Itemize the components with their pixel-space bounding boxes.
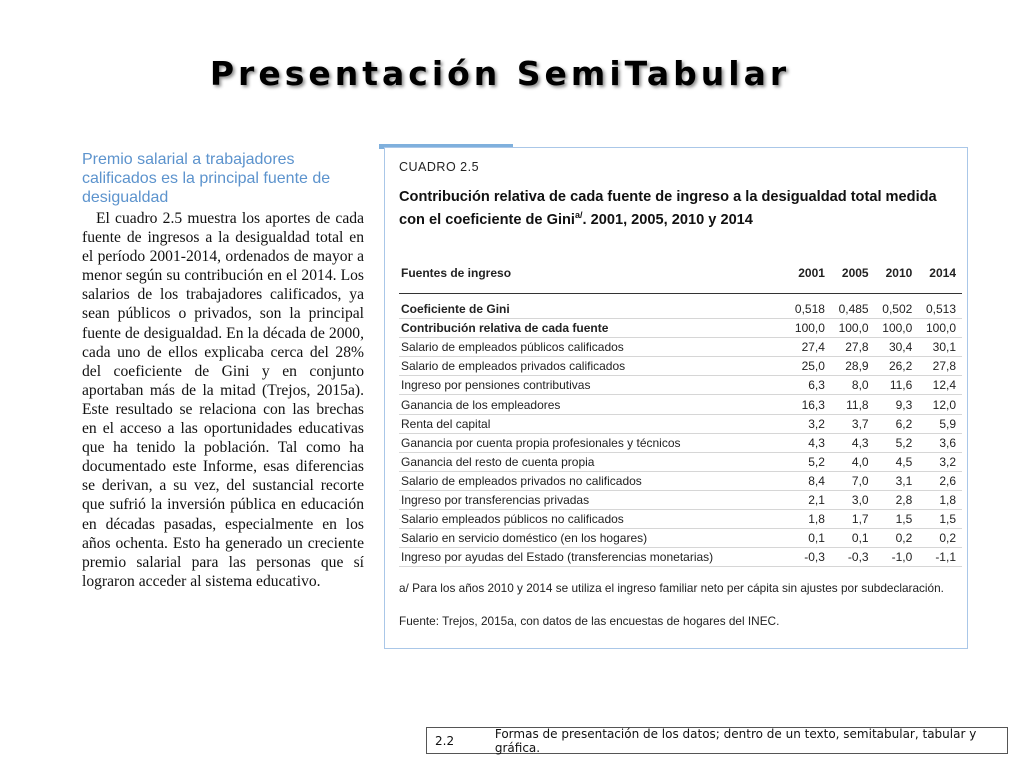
cell-2014: 1,5	[918, 510, 962, 529]
cell-2010: 6,2	[875, 414, 919, 433]
cell-2010: 5,2	[875, 433, 919, 452]
header-2014: 2014	[918, 253, 962, 294]
row-label: Coeficiente de Gini	[399, 300, 787, 319]
table-box	[384, 147, 968, 649]
cell-2001: 6,3	[787, 376, 831, 395]
section-heading: Premio salarial a trabajadores calificados es la principal fuente de desigualdad	[82, 151, 331, 206]
cell-2010: 1,5	[875, 510, 919, 529]
table-row	[399, 471, 962, 490]
cell-2005: 0,485	[831, 300, 875, 319]
cell-2001: 0,518	[787, 300, 831, 319]
cell-2005: 4,0	[831, 452, 875, 471]
cell-2010: 100,0	[875, 319, 919, 338]
table-row	[399, 529, 962, 548]
row-label: Salario de empleados privados calificados	[399, 357, 787, 376]
cell-2014: 100,0	[918, 319, 962, 338]
cell-2014: 0,2	[918, 529, 962, 548]
table-title-years: . 2001, 2005, 2010 y 2014	[582, 211, 753, 228]
summary-row	[399, 300, 962, 319]
cell-2010: 11,6	[875, 376, 919, 395]
row-label: Salario empleados públicos no calificados	[399, 510, 787, 529]
row-label: Salario en servicio doméstico (en los hogares)	[399, 529, 787, 548]
cell-2010: 26,2	[875, 357, 919, 376]
cell-2001: 16,3	[787, 395, 831, 414]
cell-2010: 0,502	[875, 300, 919, 319]
table-body	[399, 294, 962, 567]
row-label: Ingreso por ayudas del Estado (transferencias monetarias)	[399, 548, 787, 567]
cell-2001: 2,1	[787, 490, 831, 509]
cell-2014: 30,1	[918, 338, 962, 357]
cell-2001: 3,2	[787, 414, 831, 433]
table-title-footnote-mark: a/	[574, 210, 583, 220]
cell-2005: 28,9	[831, 357, 875, 376]
row-label: Salario de empleados privados no calificados	[399, 471, 787, 490]
cell-2014: 5,9	[918, 414, 962, 433]
table-row	[399, 414, 962, 433]
row-label: Renta del capital	[399, 414, 787, 433]
row-label: Ganancia por cuenta propia profesionales y técnicos	[399, 433, 787, 452]
cell-2014: 1,8	[918, 490, 962, 509]
cell-2014: 12,4	[918, 376, 962, 395]
table-row	[399, 395, 962, 414]
row-label: Ingreso por transferencias privadas	[399, 490, 787, 509]
row-label: Ingreso por pensiones contributivas	[399, 376, 787, 395]
cell-2010: 2,8	[875, 490, 919, 509]
row-label: Ganancia del resto de cuenta propia	[399, 452, 787, 471]
table-row	[399, 452, 962, 471]
cell-2005: 1,7	[831, 510, 875, 529]
table-title	[399, 188, 959, 229]
body-paragraph: El cuadro 2.5 muestra los aportes de cada fuente de ingresos a la desigualdad total en el período 2001-2014, ordenados de mayor a menor según su contribución en el 2014. Los salarios de los trabajadores calificados, ya sean públicos o privados, son la principal fuente de desigualdad. En la década de 2000, cada uno de ellos explicaba cerca del 28% del coeficiente de Gini y en conjunto aportaban más de la mitad (Trejos, 2015a). Este resultado se relaciona con las brechas en el acceso a las oportunidades educativas que ha tenido la población. Tal como ha documentado este Informe, esas diferencias se derivan, a su vez, del sustancial recorte que sufrió la inversión pública en educación en décadas pasadas, especialmente en los años ochenta. Esto ha generado un creciente premio salarial para las personas que sí lograron acceder al sistema educativo.	[82, 210, 364, 590]
cell-2005: 3,7	[831, 414, 875, 433]
cell-2005: -0,3	[831, 548, 875, 567]
cell-2014: 3,2	[918, 452, 962, 471]
cell-2001: 0,1	[787, 529, 831, 548]
cell-2005: 11,8	[831, 395, 875, 414]
cell-2010: 4,5	[875, 452, 919, 471]
cell-2005: 0,1	[831, 529, 875, 548]
table-row	[399, 510, 962, 529]
cell-2005: 3,0	[831, 490, 875, 509]
cell-2005: 27,8	[831, 338, 875, 357]
cell-2010: 30,4	[875, 338, 919, 357]
table-title-main: Contribución relativa de cada fuente de ingreso a la desigualdad total medida con el coeficiente de Gini	[399, 189, 937, 228]
cell-2010: 9,3	[875, 395, 919, 414]
row-label: Salario de empleados públicos calificados	[399, 338, 787, 357]
cell-2005: 7,0	[831, 471, 875, 490]
cell-2014: 2,6	[918, 471, 962, 490]
text-column	[82, 150, 364, 591]
cell-2010: -1,0	[875, 548, 919, 567]
row-label: Ganancia de los empleadores	[399, 395, 787, 414]
cell-2001: -0,3	[787, 548, 831, 567]
table-row	[399, 338, 962, 357]
cell-2001: 8,4	[787, 471, 831, 490]
cell-2005: 8,0	[831, 376, 875, 395]
header-2010: 2010	[875, 253, 919, 294]
table-footnote: a/ Para los años 2010 y 2014 se utiliza el ingreso familiar neto per cápita sin ajustes por subdeclaración.	[399, 581, 944, 595]
table-row	[399, 490, 962, 509]
cell-2014: 3,6	[918, 433, 962, 452]
table-row	[399, 433, 962, 452]
table-header-row	[399, 253, 962, 294]
cell-2010: 0,2	[875, 529, 919, 548]
cell-2001: 27,4	[787, 338, 831, 357]
cell-2001: 100,0	[787, 319, 831, 338]
cell-2001: 25,0	[787, 357, 831, 376]
cell-2014: 0,513	[918, 300, 962, 319]
slide-title: Presentación SemiTabular	[209, 54, 791, 93]
footer-text: Formas de presentación de los datos; dentro de un texto, semitabular, tabular y gráfica.	[494, 726, 977, 755]
cell-2001: 4,3	[787, 433, 831, 452]
footer-number: 2.2	[435, 733, 455, 748]
cell-2014: -1,1	[918, 548, 962, 567]
header-2001: 2001	[787, 253, 831, 294]
cell-2005: 4,3	[831, 433, 875, 452]
table-row	[399, 548, 962, 567]
data-table	[399, 253, 962, 567]
cell-2010: 3,1	[875, 471, 919, 490]
cell-2001: 1,8	[787, 510, 831, 529]
header-source: Fuentes de ingreso	[399, 253, 787, 294]
table-source: Fuente: Trejos, 2015a, con datos de las encuestas de hogares del INEC.	[399, 614, 780, 628]
cell-2001: 5,2	[787, 452, 831, 471]
cell-2014: 12,0	[918, 395, 962, 414]
table-number-label: CUADRO 2.5	[399, 160, 480, 174]
row-label: Contribución relativa de cada fuente	[399, 319, 787, 338]
table-row	[399, 376, 962, 395]
header-2005: 2005	[831, 253, 875, 294]
summary-row	[399, 319, 962, 338]
table-row	[399, 357, 962, 376]
slide-footer	[426, 727, 1008, 754]
cell-2005: 100,0	[831, 319, 875, 338]
cell-2014: 27,8	[918, 357, 962, 376]
